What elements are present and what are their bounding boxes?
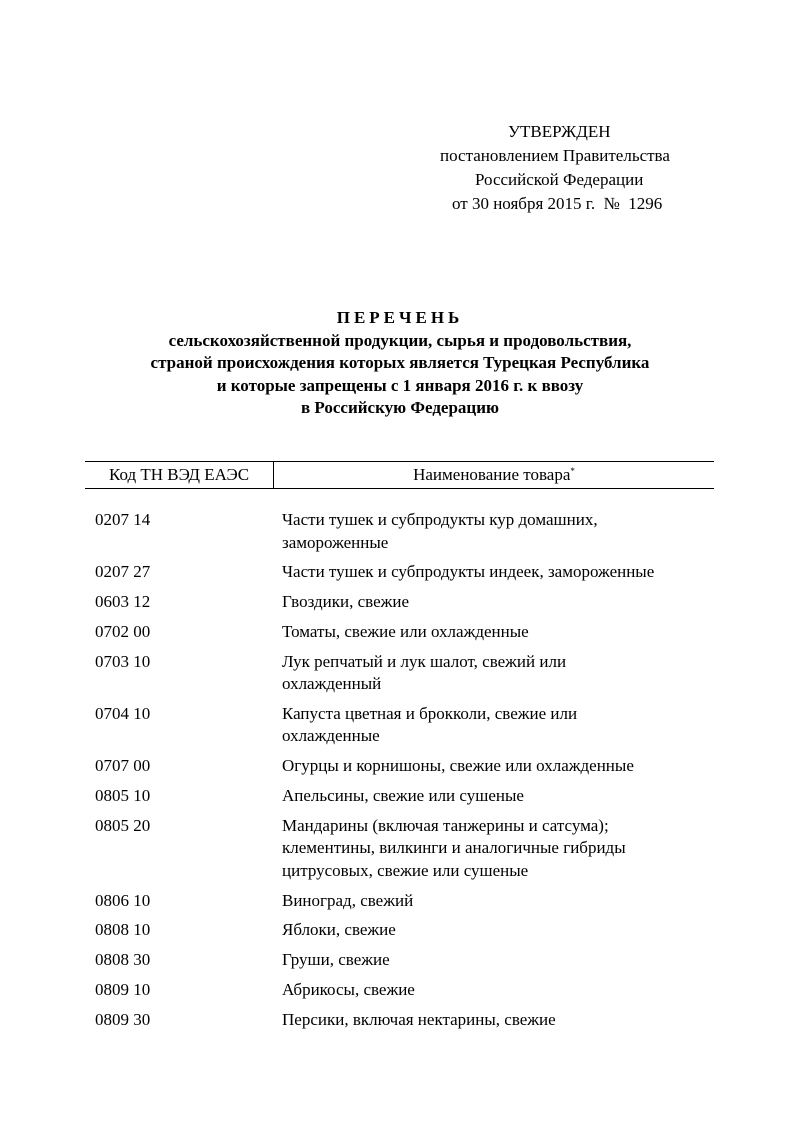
row-code: 0603 12	[95, 592, 151, 612]
header-code: Код ТН ВЭД ЕАЭС	[85, 462, 274, 488]
table-row	[95, 755, 715, 778]
table-row	[95, 703, 715, 748]
footnote-mark: *	[570, 466, 575, 476]
table-row	[95, 509, 715, 554]
row-product-name: Апельсины, свежие или сушеные	[282, 786, 524, 806]
header-name: Наименование товара	[413, 465, 571, 484]
row-code: 0704 10	[95, 703, 151, 723]
row-code: 0707 00	[95, 756, 151, 776]
approval-date-number: от 30 ноября 2015 г. № 1296	[452, 194, 663, 213]
goods-table-body	[95, 509, 715, 1039]
approval-authority: постановлением Правительства	[440, 146, 670, 165]
row-product-name: Груши, свежие	[282, 950, 390, 970]
approval-stamp	[420, 120, 800, 216]
table-row	[95, 1009, 715, 1032]
table-header	[85, 461, 714, 489]
row-code: 0808 30	[95, 950, 151, 970]
row-product-name: Огурцы и корнишоны, свежие или охлажденные	[282, 756, 634, 776]
row-code: 0806 10	[95, 890, 151, 910]
row-code: 0809 30	[95, 1009, 151, 1029]
title-line-3: и которые запрещены с 1 января 2016 г. к ввозу	[216, 375, 584, 395]
row-product-name: Персики, включая нектарины, свежие	[282, 1009, 556, 1029]
row-product-name: Мандарины (включая танжерины и сатсума); клементины, вилкинги и аналогичные гибриды цитрусовых, свежие или сушеные	[282, 815, 626, 880]
table-row	[95, 979, 715, 1002]
row-code: 0703 10	[95, 651, 151, 671]
table-row	[95, 785, 715, 808]
table-row	[95, 621, 715, 644]
approval-country: Российской Федерации	[475, 170, 644, 189]
table-row	[95, 949, 715, 972]
header-name-cell	[274, 462, 714, 488]
row-code: 0805 10	[95, 786, 151, 806]
row-code: 0808 10	[95, 920, 151, 940]
title-line-2: страной происхождения которых является Турецкая Республика	[150, 353, 650, 372]
row-code: 0805 20	[95, 815, 151, 835]
title-line-1: сельскохозяйственной продукции, сырья и продовольствия,	[168, 330, 632, 350]
table-row	[95, 651, 715, 696]
table-row	[95, 815, 715, 883]
row-product-name: Лук репчатый и лук шалот, свежий или охлажденный	[282, 651, 567, 694]
row-product-name: Томаты, свежие или охлажденные	[282, 621, 529, 641]
table-row	[95, 919, 715, 942]
row-product-name: Части тушек и субпродукты индеек, замороженные	[282, 562, 655, 582]
document-title	[0, 307, 800, 420]
approval-status: УТВЕРЖДЕН	[508, 122, 611, 141]
row-product-name: Капуста цветная и брокколи, свежие или охлажденные	[282, 703, 578, 746]
row-product-name: Виноград, свежий	[282, 890, 414, 910]
row-code: 0702 00	[95, 621, 151, 641]
table-row	[95, 890, 715, 913]
row-product-name: Абрикосы, свежие	[282, 980, 415, 1000]
row-code: 0207 14	[95, 510, 151, 529]
row-product-name: Яблоки, свежие	[282, 920, 396, 940]
row-code: 0207 27	[95, 562, 151, 582]
table-row	[95, 591, 715, 614]
row-code: 0809 10	[95, 980, 151, 1000]
row-product-name: Части тушек и субпродукты кур домашних, замороженные	[282, 510, 598, 552]
title-heading: ПЕРЕЧЕНЬ	[336, 308, 464, 327]
table-row	[95, 561, 715, 584]
title-line-4: в Российскую Федерацию	[300, 398, 499, 417]
row-product-name: Гвоздики, свежие	[282, 592, 410, 612]
